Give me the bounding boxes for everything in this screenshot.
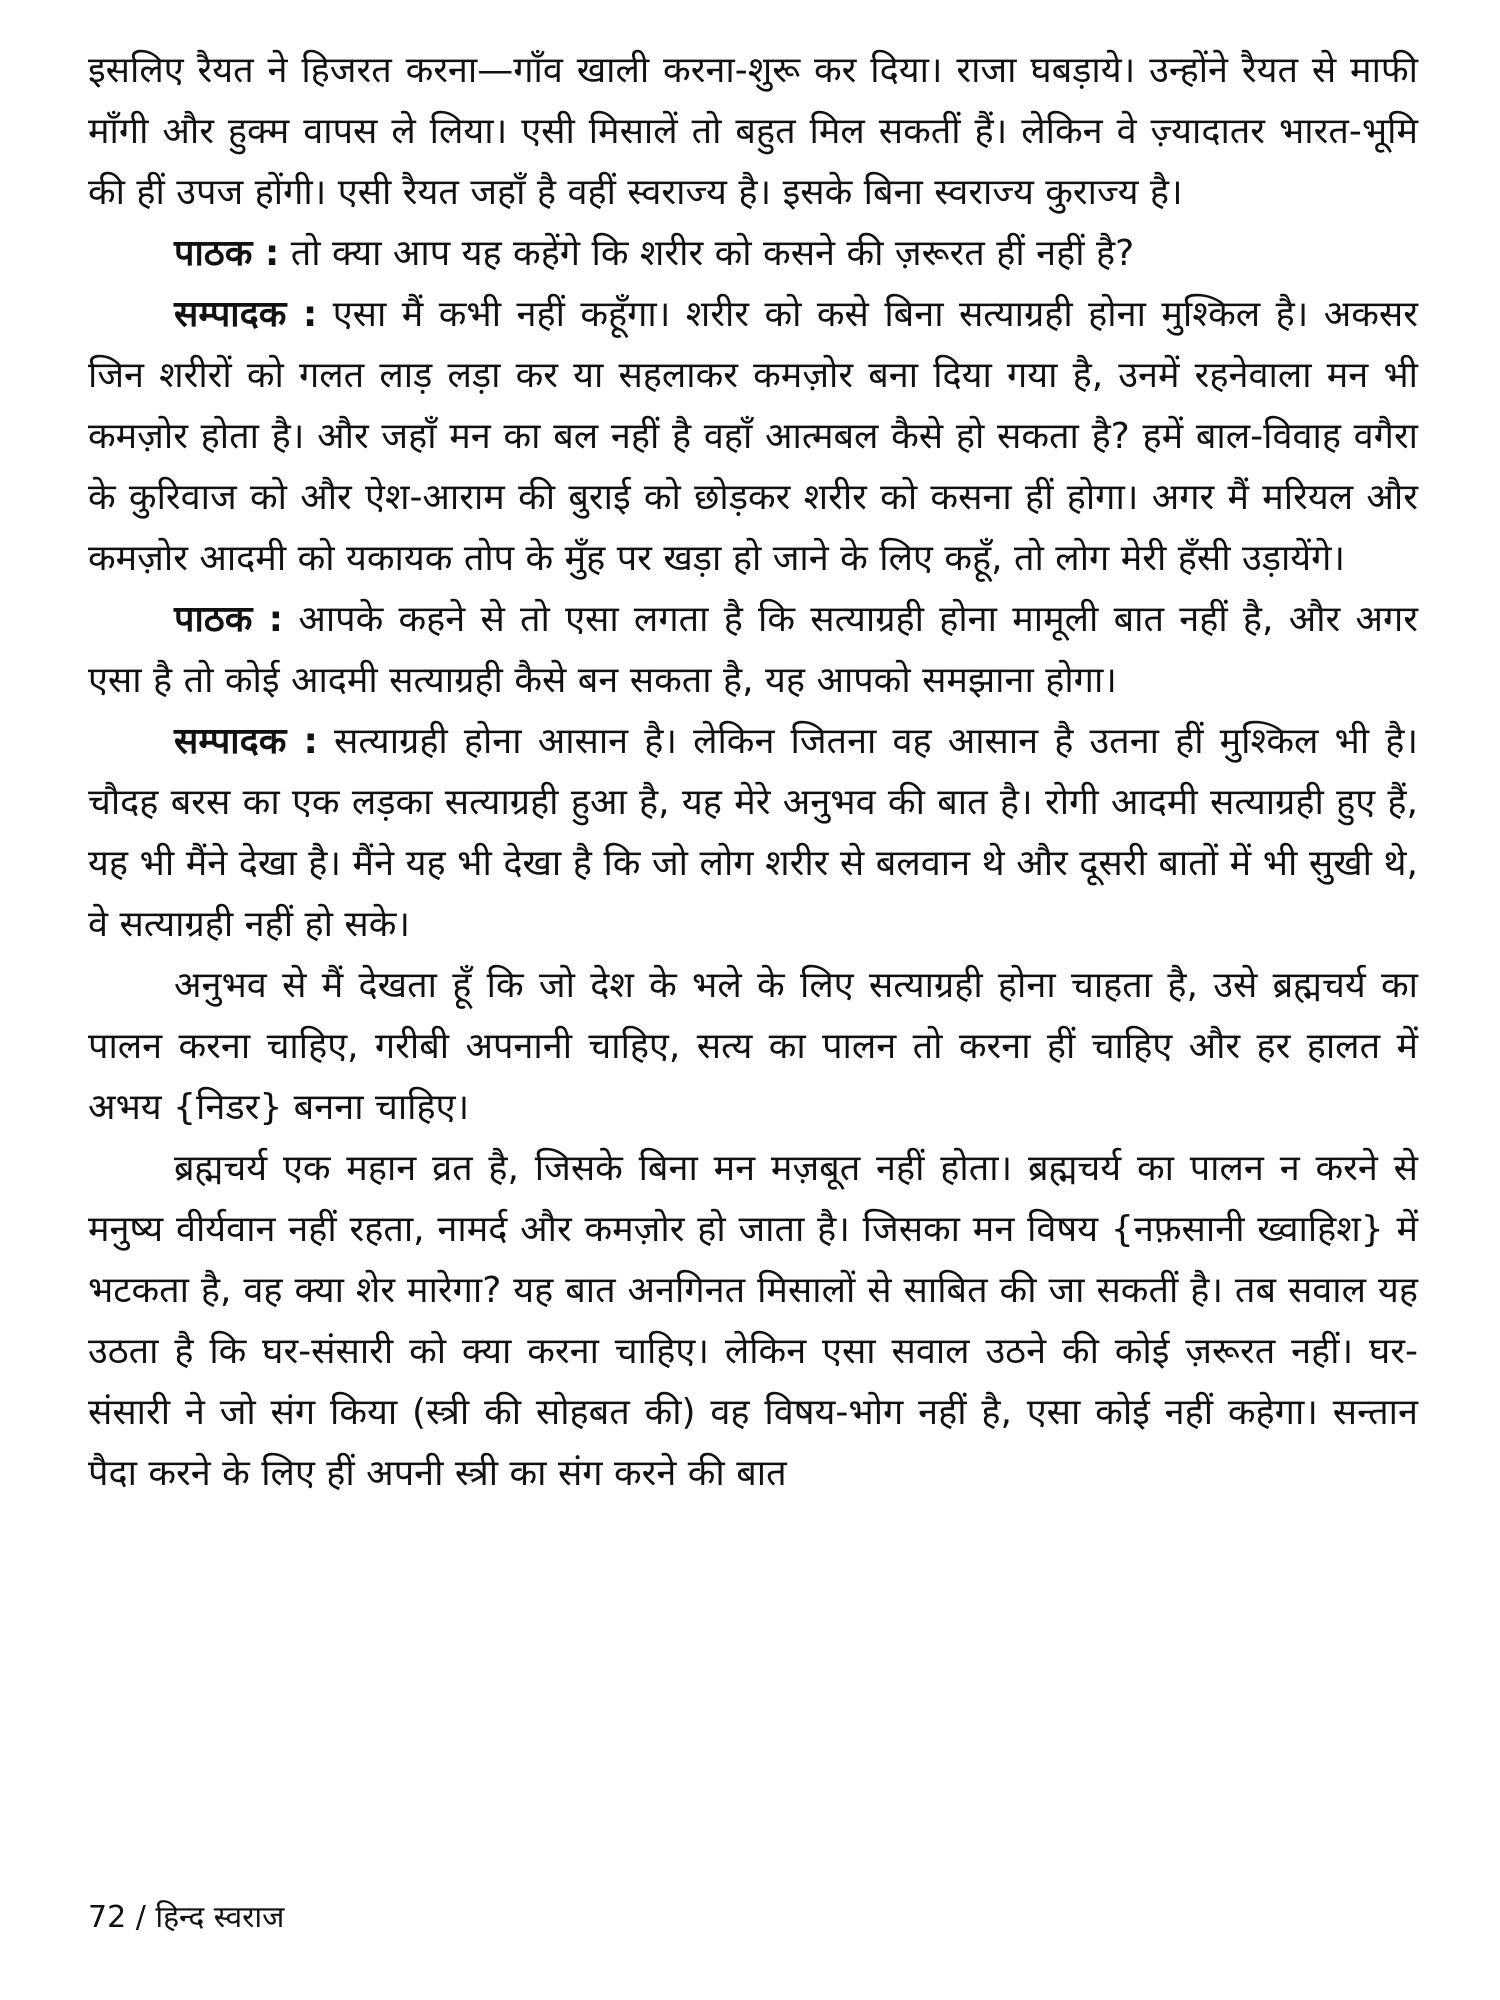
paragraph-7-text: ब्रह्मचर्य एक महान व्रत है, जिसके बिना मन मज़बूत नहीं होता। ब्रह्मचर्य का पालन न करने से मनुष्य वीर्यवान नहीं रहता, नामर्द और कमज़ोर हो जाता है। जिसका मन विषय {नफ़सानी ख्वाहिश} में भटकता है, वह क्या शेर मारेगा? यह बात अनगिनत मिसालों से साबित की जा सकतीं है। तब सवाल यह उठता है कि घर-संसारी को क्या करना चाहिए। लेकिन एसा सवाल उठने की कोई ज़रूरत नहीं। घर-संसारी ने जो संग किया (स्त्री की सोहबत की) वह विषय-भोग नहीं है, एसा कोई नहीं कहेगा। सन्तान पैदा करने के लिए हीं अपनी स्त्री का संग करने की बात: [88, 1148, 1418, 1494]
paragraph-2-text: तो क्या आप यह कहेंगे कि शरीर को कसने की ज़रूरत हीं नहीं है?: [279, 233, 1135, 274]
paragraph-7: [88, 1138, 1418, 1504]
paragraph-3: [88, 284, 1418, 589]
paragraph-6: [88, 955, 1418, 1138]
speaker-label: सम्पादक :: [174, 294, 318, 335]
paragraph-1-text: इसलिए रैयत ने हिजरत करना—गाँव खाली करना-शुरू कर दिया। राजा घबड़ाये। उन्होंने रैयत से माफी माँगी और हुक्म वापस ले लिया। एसी मिसालें तो बहुत मिल सकतीं हैं। लेकिन वे ज़्यादातर भारत-भूमि की हीं उपज होंगी। एसी रैयत जहाँ है वहीं स्वराज्य है। इसके बिना स्वराज्य कुराज्य है।: [88, 50, 1418, 213]
page-body: [88, 40, 1418, 1504]
speaker-label: सम्पादक :: [174, 721, 318, 762]
paragraph-6-text: अनुभव से मैं देखता हूँ कि जो देश के भले के लिए सत्याग्रही होना चाहता है, उसे ब्रह्मचर्य का पालन करना चाहिए, गरीबी अपनानी चाहिए, सत्य का पालन तो करना हीं चाहिए और हर हालत में अभय {निडर} बनना चाहिए।: [88, 965, 1418, 1128]
page-footer: 72 / हिन्द स्वराज: [88, 1900, 285, 1935]
paragraph-5-text: सत्याग्रही होना आसान है। लेकिन जितना वह आसान है उतना हीं मुश्किल भी है। चौदह बरस का एक लड़का सत्याग्रही हुआ है, यह मेरे अनुभव की बात है। रोगी आदमी सत्याग्रही हुए हैं, यह भी मैंने देखा है। मैंने यह भी देखा है कि जो लोग शरीर से बलवान थे और दूसरी बातों में भी सुखी थे, वे सत्याग्रही नहीं हो सके।: [88, 721, 1418, 945]
speaker-label: पाठक :: [174, 233, 280, 274]
paragraph-4: [88, 589, 1418, 711]
paragraph-5: [88, 711, 1418, 955]
paragraph-4-text: आपके कहने से तो एसा लगता है कि सत्याग्रही होना मामूली बात नहीं है, और अगर एसा है तो कोई आदमी सत्याग्रही कैसे बन सकता है, यह आपको समझाना होगा।: [88, 599, 1418, 701]
paragraph-3-text: एसा मैं कभी नहीं कहूँगा। शरीर को कसे बिना सत्याग्रही होना मुश्किल है। अकसर जिन शरीरों को गलत लाड़ लड़ा कर या सहलाकर कमज़ोर बना दिया गया है, उनमें रहनेवाला मन भी कमज़ोर होता है। और जहाँ मन का बल नहीं है वहाँ आत्मबल कैसे हो सकता है? हमें बाल-विवाह वगैरा के कुरिवाज को और ऐश-आराम की बुराई को छोड़कर शरीर को कसना हीं होगा। अगर मैं मरियल और कमज़ोर आदमी को यकायक तोप के मुँह पर खड़ा हो जाने के लिए कहूँ, तो लोग मेरी हँसी उड़ायेंगे।: [88, 294, 1418, 579]
speaker-label: पाठक :: [174, 599, 284, 640]
paragraph-2: [88, 223, 1418, 284]
paragraph-1: [88, 40, 1418, 223]
